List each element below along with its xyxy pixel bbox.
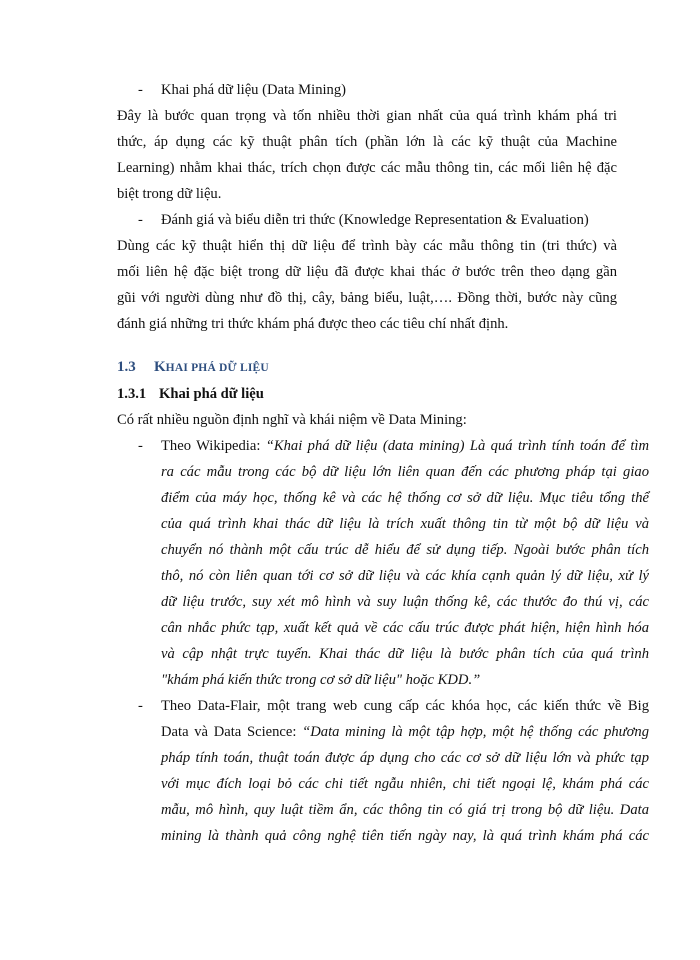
wiki-line: điểm của máy học, thống kê và các hệ thống cơ sở dữ liệu. Mục tiêu tổng thể xyxy=(161,490,649,506)
flair-source: Data và Data Science: xyxy=(161,724,303,740)
wiki-line xyxy=(161,436,649,456)
wiki-line: dữ liệu trước, suy xét mô hình và suy luận thống kê, các thước đo thú vị, các xyxy=(161,594,649,610)
flair-line: pháp tính toán, thuật toán được áp dụng cho các cơ sở dữ liệu lớn và phức tạp xyxy=(161,750,649,766)
para1-line: biệt trong dữ liệu. xyxy=(117,186,222,202)
wiki-line: cân nhắc phức tạp, xuất kết quả về các cấu trúc được phát hiện, hiện hình hóa xyxy=(161,620,649,636)
intro-line: Có rất nhiều nguồn định nghĩ và khái niệm về Data Mining: xyxy=(117,412,467,428)
bullet-knowledge-representation: Đánh giá và biểu diễn tri thức (Knowledge Representation & Evaluation) xyxy=(161,212,589,228)
flair-line: mẫu, mô hình, quy luật tiềm ẩn, các thông tin có giá trị trong bộ dữ liệu. Data xyxy=(161,802,649,818)
wiki-line: và cập nhật trực tuyến. Khai thác dữ liệu là bước phân tích của quá trình xyxy=(161,646,649,662)
wiki-line: ra các mẫu trong các bộ dữ liệu lớn liên quan đến các phương pháp tại giao xyxy=(161,464,649,480)
wiki-source: Theo Wikipedia: xyxy=(161,438,266,454)
wiki-line: chuyển nó thành một cấu trúc dễ hiểu để sử dụng tiếp. Ngoài bước phân tích xyxy=(161,542,649,558)
flair-line xyxy=(161,722,649,742)
wiki-line: "khám phá kiến thức trong cơ sở dữ liệu" hoặc KDD.” xyxy=(161,672,481,688)
section-title-initial: K xyxy=(154,359,166,375)
flair-line: mining là thành quả công nghệ tiên tiến ngày nay, là quá trình khám phá các xyxy=(161,828,649,844)
bullet-dash: - xyxy=(138,438,143,454)
flair-line: với mục đích loại bỏ các chi tiết ngẫu nhiên, chi tiết ngoại lệ, khám phá các xyxy=(161,776,649,792)
section-title-rest: HAI PHÁ DỮ LIỆU xyxy=(165,362,269,374)
subsection-title: Khai phá dữ liệu xyxy=(159,386,264,402)
wiki-quote: “Khai phá dữ liệu (data mining) Là quá trình tính toán để tìm xyxy=(265,438,649,454)
para2-line: Dùng các kỹ thuật hiển thị dữ liệu để trình bày các mẫu thông tin (tri thức) và xyxy=(117,238,617,254)
wiki-line: của quá trình khai thác dữ liệu là trích xuất thông tin từ một bộ dữ liệu và xyxy=(161,516,649,532)
section-heading xyxy=(117,357,269,378)
subsection-number: 1.3.1 xyxy=(117,386,147,402)
flair-quote: “Data mining là một tập hợp, một hệ thống các phương xyxy=(302,724,650,740)
para1-line: Đây là bước quan trọng và tốn nhiều thời gian nhất của quá trình khám phá tri xyxy=(117,108,617,124)
para1-line: thức, áp dụng các kỹ thuật phân tích (phần lớn là các kỹ thuật của Machine xyxy=(117,134,617,150)
para2-line: mối liên hệ đặc biệt trong dữ liệu đã được khai thác ở bước trên theo dạng gần xyxy=(117,264,617,280)
bullet-data-mining: Khai phá dữ liệu (Data Mining) xyxy=(161,82,347,98)
para1-line: Learning) nhằm khai thác, trích chọn được các mẫu thông tin, các mối liên hệ đặc xyxy=(117,160,617,176)
bullet-dash: - xyxy=(138,698,143,714)
bullet-dash: - xyxy=(138,82,143,98)
subsection-heading xyxy=(117,384,264,404)
flair-line: Theo Data-Flair, một trang web cung cấp các khóa học, các kiến thức về Big xyxy=(161,698,649,714)
bullet-dash: - xyxy=(138,212,143,228)
section-number: 1.3 xyxy=(117,359,136,375)
para2-line: gũi với người dùng như đồ thị, cây, bảng biểu, luật,…. Đồng thời, bước này cũng xyxy=(117,290,617,306)
para2-line: đánh giá những tri thức khám phá được theo các tiêu chí nhất định. xyxy=(117,316,509,332)
wiki-line: thô, nó còn liên quan tới cơ sở dữ liệu và các khía cạnh quản lý dữ liệu, xử lý xyxy=(161,568,649,584)
